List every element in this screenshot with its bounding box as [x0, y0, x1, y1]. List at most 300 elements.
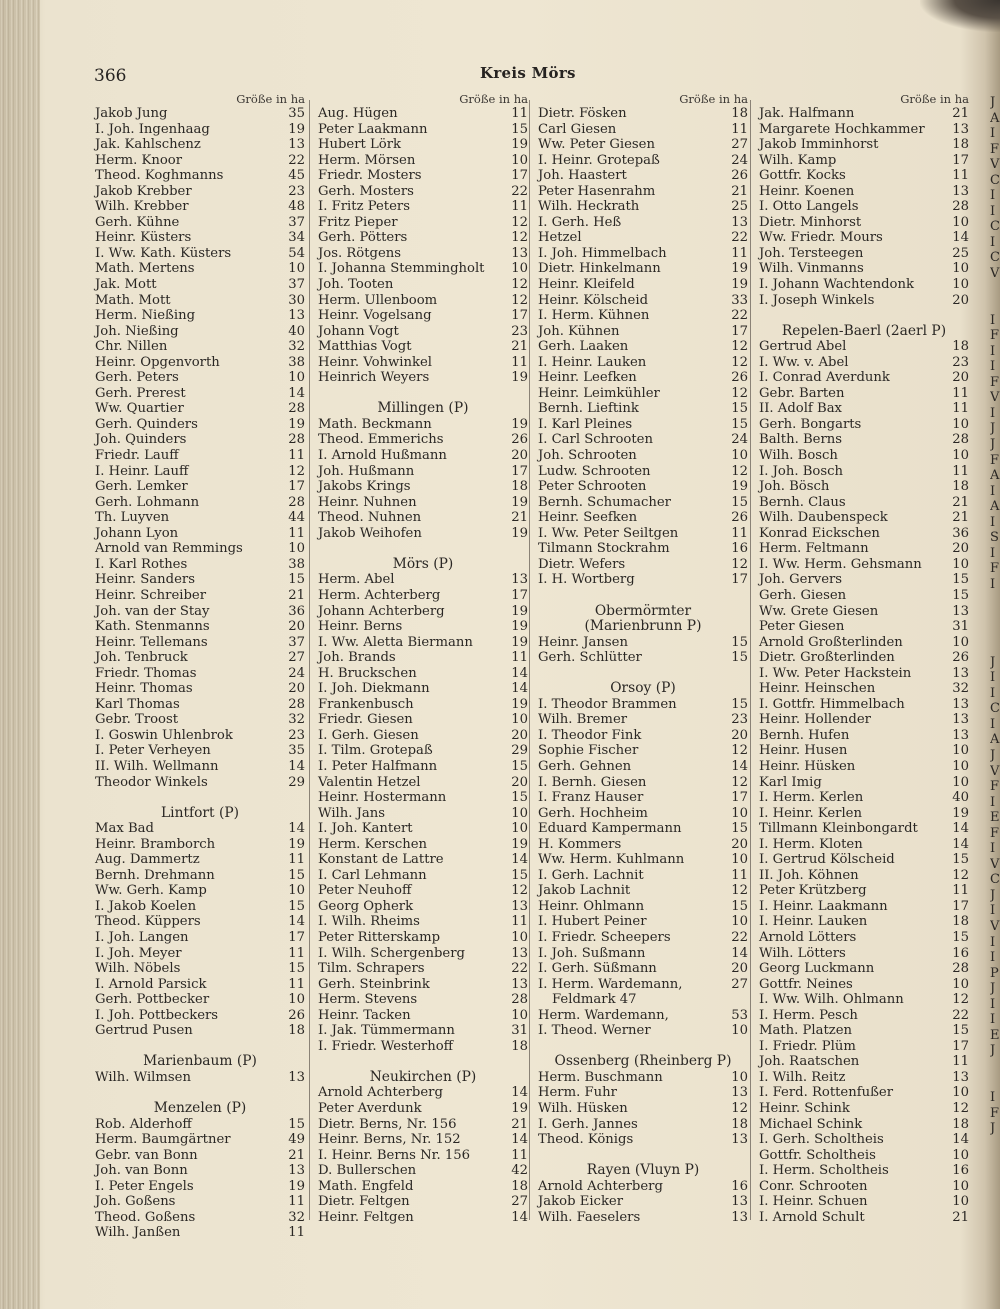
area-hectares: 18: [511, 1178, 528, 1194]
owner-name: Jak. Mott: [95, 277, 157, 293]
list-item: [318, 868, 528, 884]
edge-letter: I: [990, 126, 996, 142]
list-item: [759, 401, 969, 417]
owner-name: Frankenbusch: [318, 696, 414, 712]
owner-name: I. Joh. Kantert: [318, 821, 413, 837]
list-item: [318, 1179, 528, 1195]
list-item: [95, 946, 305, 962]
area-hectares: 18: [731, 1116, 748, 1132]
list-item: [538, 821, 748, 837]
area-hectares: 15: [288, 961, 305, 977]
area-hectares: 12: [731, 354, 748, 370]
owner-name: Wilh. Vinmanns: [759, 261, 864, 277]
owner-name: Tilmann Stockrahm: [538, 541, 670, 557]
area-hectares: 15: [731, 650, 748, 666]
list-item: [759, 417, 969, 433]
owner-name: Heinr. Heinschen: [759, 681, 876, 697]
area-hectares: 18: [952, 137, 969, 153]
owner-name: Friedr. Lauff: [95, 448, 179, 464]
list-item: [95, 339, 305, 355]
list-item: [759, 557, 969, 573]
area-hectares: 11: [511, 650, 528, 666]
list-item: [318, 495, 528, 511]
list-item: [95, 1070, 305, 1086]
page-corner-shadow: [920, 0, 1000, 32]
edge-letter: E: [990, 1027, 1000, 1043]
area-hectares: 20: [511, 727, 528, 743]
area-hectares: 16: [731, 541, 748, 557]
owner-name: I. Heinr. Lauken: [538, 354, 647, 370]
list-item: [318, 712, 528, 728]
list-item: [759, 215, 969, 231]
owner-name: Georg Luckmann: [759, 961, 875, 977]
list-item: [759, 728, 969, 744]
list-item: [759, 1008, 969, 1024]
area-hectares: 19: [511, 370, 528, 386]
owner-name: Dietr. Wefers: [538, 556, 626, 572]
area-hectares: 11: [511, 354, 528, 370]
area-hectares: 10: [952, 556, 969, 572]
owner-name: Ww. Peter Giesen: [538, 137, 655, 153]
owner-name: Joh. Brands: [318, 650, 396, 666]
list-item: [95, 168, 305, 184]
area-hectares: 21: [952, 1209, 969, 1225]
list-item: [538, 946, 748, 962]
edge-letter: I: [990, 343, 996, 359]
list-item: [538, 153, 748, 169]
owner-name: Fritz Pieper: [318, 214, 398, 230]
list-item: [95, 697, 305, 713]
owner-name: Heinr. Tellemans: [95, 634, 208, 650]
area-hectares: 27: [731, 976, 748, 992]
area-hectares: 19: [511, 494, 528, 510]
area-hectares: 15: [511, 790, 528, 806]
area-hectares: 10: [952, 448, 969, 464]
list-item: [759, 526, 969, 542]
list-item: [318, 184, 528, 200]
owner-name: Herm. Baumgärtner: [95, 1132, 231, 1148]
area-hectares: 17: [731, 790, 748, 806]
area-hectares: 10: [952, 1178, 969, 1194]
list-item: [538, 930, 748, 946]
list-item: [538, 977, 748, 993]
list-item: [538, 712, 748, 728]
section-spacer: [538, 1148, 748, 1164]
list-item: [95, 1008, 305, 1024]
list-item: [759, 355, 969, 371]
list-item: [95, 153, 305, 169]
area-hectares: 25: [952, 245, 969, 261]
list-item: [95, 106, 305, 122]
list-item: [759, 930, 969, 946]
area-hectares: 13: [511, 976, 528, 992]
area-hectares: 54: [288, 245, 305, 261]
area-hectares: 13: [731, 1132, 748, 1148]
area-hectares: 15: [952, 929, 969, 945]
area-hectares: 18: [288, 1023, 305, 1039]
list-item: [95, 961, 305, 977]
edge-letter: F: [990, 1105, 1000, 1121]
list-item: [759, 821, 969, 837]
list-item: [759, 541, 969, 557]
next-page-edge-letters: [990, 95, 1000, 1137]
owner-name: I. Ww. v. Abel: [759, 354, 849, 370]
list-item: [318, 324, 528, 340]
area-hectares: 29: [511, 743, 528, 759]
list-item: [759, 293, 969, 309]
owner-name: Peter Hasenrahm: [538, 183, 656, 199]
area-hectares: 13: [952, 665, 969, 681]
section-heading: (Marienbrunn P): [584, 618, 702, 635]
list-item: [318, 619, 528, 635]
area-hectares: 45: [288, 168, 305, 184]
section-heading: Marienbaum (P): [143, 1053, 257, 1070]
list-item: [95, 417, 305, 433]
area-hectares: 10: [511, 805, 528, 821]
area-hectares: 10: [952, 214, 969, 230]
list-item: [318, 1085, 528, 1101]
owner-name: I. Franz Hauser: [538, 790, 644, 806]
area-hectares: 15: [731, 634, 748, 650]
list-item: [95, 604, 305, 620]
column-2: [318, 92, 528, 1225]
edge-letter: I: [990, 514, 996, 530]
edge-letter: A: [990, 499, 1000, 515]
area-hectares: 12: [731, 774, 748, 790]
list-item: [538, 759, 748, 775]
list-item: [318, 510, 528, 526]
list-item: [538, 495, 748, 511]
list-item: [95, 137, 305, 153]
owner-name: Johann Achterberg: [318, 603, 445, 619]
area-hectares: 20: [511, 774, 528, 790]
area-hectares: 17: [511, 463, 528, 479]
owner-name: Matthias Vogt: [318, 339, 412, 355]
owner-name: Heinr. Seefken: [538, 510, 638, 526]
owner-name: Chr. Nillen: [95, 339, 168, 355]
list-item: [318, 977, 528, 993]
list-item: [538, 806, 748, 822]
owner-name: I. Joh. Meyer: [95, 945, 182, 961]
area-hectares: 15: [511, 758, 528, 774]
owner-name: Heinr. Schreiber: [95, 587, 207, 603]
list-item: [318, 355, 528, 371]
list-item: [318, 1101, 528, 1117]
list-item: [759, 1132, 969, 1148]
owner-name: Gerh. Laaken: [538, 339, 629, 355]
owner-name: Valentin Hetzel: [318, 774, 421, 790]
list-item: [318, 806, 528, 822]
list-item: [318, 1023, 528, 1039]
area-hectares: 28: [288, 432, 305, 448]
list-item: [318, 821, 528, 837]
area-hectares: 16: [952, 945, 969, 961]
owner-name: Jak. Halfmann: [759, 106, 855, 121]
area-hectares: 15: [288, 572, 305, 588]
area-hectares: 10: [288, 261, 305, 277]
list-item: [538, 743, 748, 759]
list-item: [95, 541, 305, 557]
edge-letter: C: [990, 172, 1000, 188]
owner-name: I. Friedr. Scheepers: [538, 929, 671, 945]
area-hectares: 26: [288, 1007, 305, 1023]
list-item: [318, 1132, 528, 1148]
column-rule: [750, 100, 751, 1220]
owner-name: Aug. Dammertz: [95, 852, 200, 868]
owner-name: Arnold Achterberg: [318, 1085, 443, 1101]
edge-letter: V: [990, 918, 1000, 934]
area-hectares: 18: [511, 479, 528, 495]
owner-name: Ww. Grete Giesen: [759, 603, 879, 619]
area-hectares: 13: [731, 1194, 748, 1210]
owner-name: Heinr. Kleifeld: [538, 277, 635, 293]
list-item: [538, 1117, 748, 1133]
owner-name: Heinr. Thomas: [95, 681, 193, 697]
owner-name: Heinr. Vohwinkel: [318, 354, 433, 370]
list-item: [95, 277, 305, 293]
list-item: [538, 1101, 748, 1117]
owner-name: I. Gerh. Jannes: [538, 1116, 638, 1132]
list-item: [538, 448, 748, 464]
edge-letter: J: [990, 421, 996, 437]
owner-name: I. Heinr. Lauken: [759, 914, 868, 930]
area-hectares: 13: [511, 245, 528, 261]
list-item: [318, 837, 528, 853]
area-hectares: 10: [952, 774, 969, 790]
owner-name: Joh. Hußmann: [318, 463, 415, 479]
area-hectares: 10: [511, 712, 528, 728]
list-item: [538, 184, 748, 200]
edge-letter: I: [990, 405, 996, 421]
owner-name: Margarete Hochkammer: [759, 121, 925, 137]
owner-name: Karl Imig: [759, 774, 822, 790]
list-item: [95, 261, 305, 277]
edge-letter: [990, 1059, 1000, 1075]
owner-name: Heinr. Hollender: [759, 712, 871, 728]
area-hectares: 35: [288, 743, 305, 759]
area-hectares: 22: [731, 230, 748, 246]
edge-letter: [990, 608, 1000, 624]
list-item: [538, 1008, 748, 1024]
area-hectares: 14: [511, 1132, 528, 1148]
list-item: [318, 370, 528, 386]
section-spacer: [538, 1039, 748, 1055]
list-item: [318, 572, 528, 588]
owner-name: Heinr. Bramborch: [95, 836, 216, 852]
owner-name: Feldmark 47: [552, 992, 637, 1008]
area-hectares: 44: [288, 510, 305, 526]
area-hectares: 38: [288, 354, 305, 370]
list-item: [538, 401, 748, 417]
list-item: [759, 837, 969, 853]
edge-letter: I: [990, 670, 996, 686]
owner-name: Balth. Berns: [759, 432, 843, 448]
area-hectares: 11: [731, 525, 748, 541]
area-hectares: 15: [731, 494, 748, 510]
list-item: [759, 914, 969, 930]
area-hectares: 22: [952, 1007, 969, 1023]
owner-name: Heinr. Husen: [759, 743, 848, 759]
list-item: [759, 339, 969, 355]
area-hectares: 17: [952, 152, 969, 168]
area-hectares: 22: [731, 308, 748, 324]
owner-name: Math. Mertens: [95, 261, 195, 277]
area-hectares: 14: [511, 852, 528, 868]
list-item: [95, 510, 305, 526]
owner-name: Heinr. Nuhnen: [318, 494, 417, 510]
owner-name: Peter Giesen: [759, 619, 845, 635]
list-item: [318, 277, 528, 293]
area-hectares: 13: [731, 214, 748, 230]
list-item: [95, 666, 305, 682]
section-heading: Repelen-Baerl (2aerl P): [781, 322, 947, 339]
edge-letter: I: [990, 903, 996, 919]
list-item: [318, 168, 528, 184]
list-item: [318, 308, 528, 324]
owner-name: Joh. Quinders: [95, 432, 187, 448]
owner-name: Heinr. Ohlmann: [538, 898, 645, 914]
area-hectares: 11: [511, 914, 528, 930]
owner-name: I. Karl Rothes: [95, 556, 188, 572]
owner-name: I. Tilm. Grotepaß: [318, 743, 433, 759]
owner-name: Math. Beckmann: [318, 416, 432, 432]
area-hectares: 22: [511, 183, 528, 199]
edge-letter: I: [990, 188, 996, 204]
list-item: [759, 1148, 969, 1164]
edge-letter: I: [990, 545, 996, 561]
area-hectares: 20: [731, 836, 748, 852]
list-item: [538, 293, 748, 309]
list-item: [95, 883, 305, 899]
area-hectares: 14: [952, 230, 969, 246]
list-item: [95, 572, 305, 588]
list-item: [318, 1117, 528, 1133]
area-hectares: 32: [288, 1209, 305, 1225]
list-item: [318, 261, 528, 277]
area-hectares: 15: [731, 401, 748, 417]
area-hectares: 28: [511, 992, 528, 1008]
owner-name: Ww. Quartier: [95, 401, 184, 417]
area-hectares: 10: [511, 261, 528, 277]
area-hectares: 19: [731, 479, 748, 495]
list-item: [95, 712, 305, 728]
edge-letter: A: [990, 732, 1000, 748]
area-hectares: 14: [288, 758, 305, 774]
owner-name: Arnold Achterberg: [538, 1178, 663, 1194]
column-rule: [529, 100, 530, 1220]
edge-letter: [990, 282, 1000, 298]
owner-name: Hetzel: [538, 230, 582, 246]
owner-name: Herm. Buschmann: [538, 1069, 663, 1085]
owner-name: Friedr. Giesen: [318, 712, 413, 728]
area-hectares: 23: [952, 354, 969, 370]
owner-name: Heinr. Kölscheid: [538, 292, 649, 308]
area-hectares: 11: [952, 463, 969, 479]
area-hectares: 16: [731, 1178, 748, 1194]
owner-name: Heinr. Hostermann: [318, 790, 447, 806]
edge-letter: I: [990, 685, 996, 701]
owner-name: Gerh. Hochheim: [538, 805, 648, 821]
area-hectares: 15: [952, 587, 969, 603]
owner-name: I. Heinr. Lauff: [95, 463, 189, 479]
section-heading: Mörs (P): [392, 555, 454, 572]
edge-letter: I: [990, 234, 996, 250]
owner-name: Heinrich Weyers: [318, 370, 430, 386]
owner-name: Ww. Herm. Kuhlmann: [538, 852, 685, 868]
edge-letter: C: [990, 872, 1000, 888]
owner-name: Konrad Eickschen: [759, 525, 880, 541]
owner-name: I. Herm. Wardemann,: [538, 976, 683, 992]
area-hectares: 10: [952, 416, 969, 432]
owner-name: I. H. Wortberg: [538, 572, 635, 588]
column-heading: Größe in ha: [900, 92, 969, 106]
area-hectares: 18: [731, 106, 748, 121]
edge-letter: F: [990, 141, 1000, 157]
owner-name: Rob. Alderhoff: [95, 1116, 192, 1132]
list-item: [759, 759, 969, 775]
area-hectares: 23: [731, 712, 748, 728]
list-item: [538, 432, 748, 448]
owner-name: Gerh. Giesen: [759, 587, 847, 603]
area-hectares: 21: [511, 1116, 528, 1132]
owner-name: Gerh. Peters: [95, 370, 179, 386]
owner-name: Gottfr. Scholtheis: [759, 1147, 876, 1163]
area-hectares: 21: [952, 510, 969, 526]
list-item: [538, 1132, 748, 1148]
owner-name: Bernh. Schumacher: [538, 494, 671, 510]
owner-name: Jakob Eicker: [538, 1194, 624, 1210]
area-hectares: 17: [952, 898, 969, 914]
area-hectares: 10: [731, 852, 748, 868]
area-hectares: 21: [511, 510, 528, 526]
area-hectares: 13: [952, 712, 969, 728]
area-hectares: 37: [288, 214, 305, 230]
list-item: [759, 681, 969, 697]
list-item: [318, 1210, 528, 1226]
owner-name: I. Ferd. Rottenfußer: [759, 1085, 894, 1101]
list-item: [759, 572, 969, 588]
owner-name: Herm. Achterberg: [318, 587, 441, 603]
owner-name: Heinr. Schink: [759, 1101, 850, 1116]
owner-name: I. Fritz Peters: [318, 199, 410, 215]
page-binding-edge: [0, 0, 40, 1309]
owner-name: Math. Platzen: [759, 1023, 853, 1039]
area-hectares: 24: [731, 432, 748, 448]
owner-name: Gerh. Bongarts: [759, 416, 862, 432]
area-hectares: 19: [511, 836, 528, 852]
list-item: [318, 852, 528, 868]
owner-name: I. Otto Langels: [759, 199, 859, 215]
owner-name: Heinr. Berns: [318, 619, 403, 635]
list-item: [538, 122, 748, 138]
list-item: [759, 790, 969, 806]
list-item: [538, 339, 748, 355]
owner-name: Jak. Kahlschenz: [95, 137, 201, 153]
area-hectares: 13: [952, 727, 969, 743]
owner-name: Heinr. Opgenvorth: [95, 354, 220, 370]
list-item: [759, 464, 969, 480]
list-item: [759, 1054, 969, 1070]
area-hectares: 17: [511, 308, 528, 324]
edge-letter: I: [990, 359, 996, 375]
area-hectares: 19: [511, 416, 528, 432]
area-hectares: 29: [288, 774, 305, 790]
edge-letter: I: [990, 312, 996, 328]
list-item: [759, 712, 969, 728]
area-hectares: 33: [731, 292, 748, 308]
owner-name: Heinr. Küsters: [95, 230, 192, 246]
owner-name: I. Johanna Stemmingholt: [318, 261, 485, 277]
